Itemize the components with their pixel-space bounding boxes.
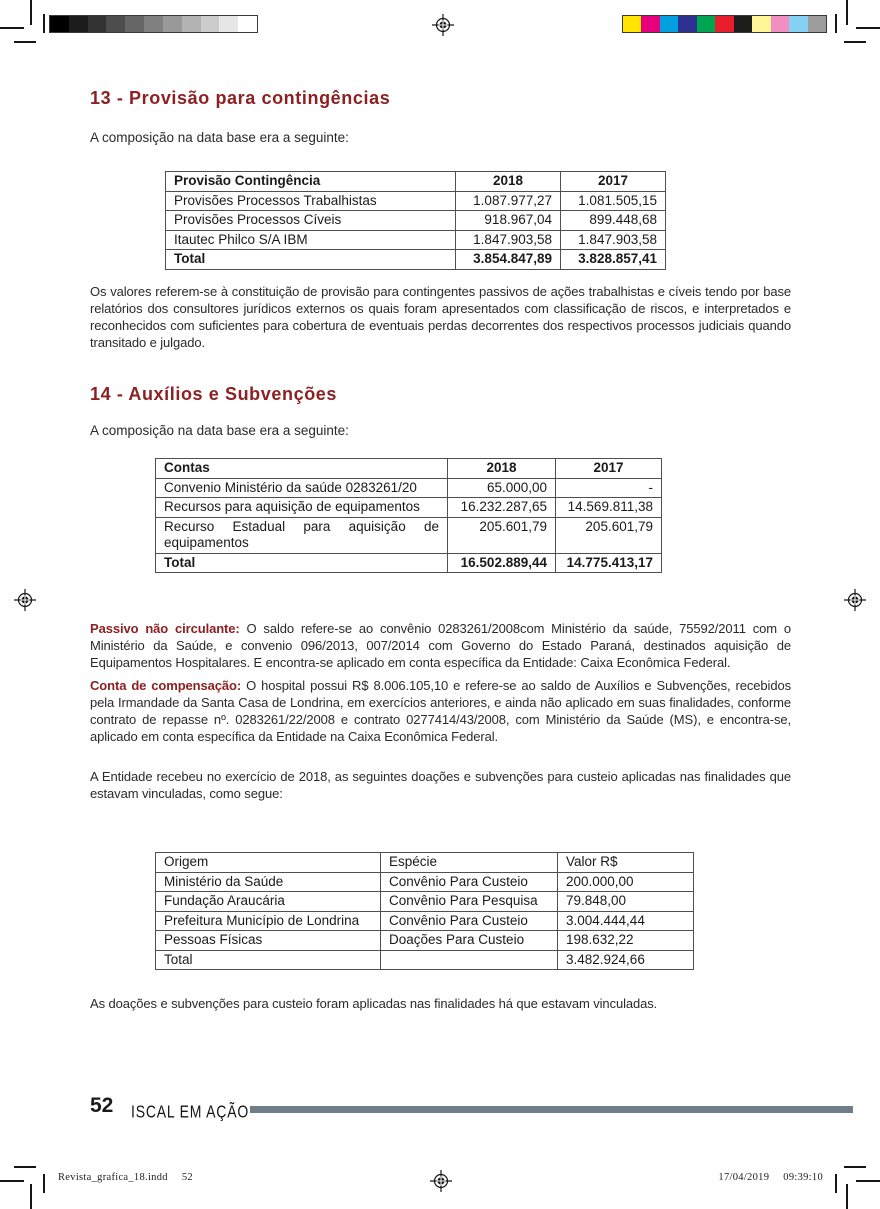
table-header-cell: 2017 <box>561 172 666 192</box>
crop-mark <box>844 41 866 43</box>
table-cell: 3.828.857,41 <box>561 250 666 270</box>
table-header-row <box>156 853 694 873</box>
section-13-intro: A composição na data base era a seguinte: <box>90 130 349 145</box>
table-cell: 205.601,79 <box>448 517 556 553</box>
section-13-title: 13 - Provisão para contingências <box>90 88 391 108</box>
grayscale-swatch <box>88 16 107 32</box>
crop-mark <box>14 41 36 43</box>
table-cell: 200.000,00 <box>558 872 694 892</box>
conta-compensacao-lead: Conta de compensação: <box>90 678 242 693</box>
table-cell: 1.847.903,58 <box>561 230 666 250</box>
table-cell: Provisões Processos Trabalhistas <box>166 191 456 211</box>
provisao-contingencia-table <box>165 171 666 270</box>
table-cell: 16.232.287,65 <box>448 498 556 518</box>
table-header-cell: 2017 <box>556 459 662 479</box>
color-calibration-bar <box>622 15 827 33</box>
table-total-row <box>156 553 662 573</box>
color-swatch <box>771 16 789 32</box>
table-row <box>156 498 662 518</box>
table-cell <box>381 950 558 970</box>
table-cell: Convênio Para Custeio <box>381 872 558 892</box>
table-row <box>156 478 662 498</box>
table-row <box>156 892 694 912</box>
section-14-intro: A composição na data base era a seguinte: <box>90 423 349 438</box>
table-cell: 65.000,00 <box>448 478 556 498</box>
table-row <box>166 211 666 231</box>
grayscale-swatch <box>238 16 257 32</box>
footer-rule-bar <box>250 1106 853 1113</box>
table-cell: Total <box>156 950 381 970</box>
color-swatch <box>660 16 678 32</box>
grayscale-swatch <box>106 16 125 32</box>
table-row <box>156 517 662 553</box>
table-cell: 1.081.505,15 <box>561 191 666 211</box>
conta-compensacao-text: O hospital possui R$ 8.006.105,10 e refere-se ao saldo de Auxílios e Subvenções, recebidos pela Irmandade da Santa Casa de Londrina, em exercícios anteriores, e ainda não aplicado em suas finalidades, conforme contrato de repasse nº. 0283261/22/2008 e contrato 0277414/43/2008, com Ministério da Saúde (MS), e encontra-se, aplicado em conta específica da Entidade na Caixa Econômica Federal. <box>90 678 792 744</box>
table-row <box>166 230 666 250</box>
table-cell: Total <box>156 553 448 573</box>
color-swatch <box>715 16 733 32</box>
table-total-row <box>156 950 694 970</box>
table-cell: 3.004.444,44 <box>558 911 694 931</box>
imprint-right <box>718 1172 823 1183</box>
registration-mark-icon <box>430 1170 452 1192</box>
section-14-title: 14 - Auxílios e Subvenções <box>90 384 338 404</box>
crop-mark <box>856 27 880 29</box>
imprint-left <box>58 1172 193 1183</box>
table-cell: Convênio Para Custeio <box>381 911 558 931</box>
table-header-cell: 2018 <box>448 459 556 479</box>
table-cell: Total <box>166 250 456 270</box>
table-cell: Fundação Araucária <box>156 892 381 912</box>
color-swatch <box>697 16 715 32</box>
crop-mark <box>43 14 45 33</box>
grayscale-swatch <box>163 16 182 32</box>
table-header-row <box>156 459 662 479</box>
table-header-row <box>166 172 666 192</box>
table-total-row <box>166 250 666 270</box>
crop-mark <box>844 1166 866 1168</box>
table-cell: Ministério da Saúde <box>156 872 381 892</box>
table-row <box>156 911 694 931</box>
passivo-lead: Passivo não circulante: <box>90 621 240 636</box>
grayscale-calibration-bar <box>49 15 258 33</box>
contas-table <box>155 458 662 573</box>
table-header-cell: Origem <box>156 853 381 873</box>
table-cell: Recurso Estadual para aquisição de equipamentos <box>156 517 448 553</box>
table-row <box>156 931 694 951</box>
color-swatch <box>734 16 752 32</box>
table-cell: 3.482.924,66 <box>558 950 694 970</box>
table-cell: Itautec Philco S/A IBM <box>166 230 456 250</box>
table-cell: 1.847.903,58 <box>456 230 561 250</box>
color-swatch <box>789 16 807 32</box>
page-number: 52 <box>90 1094 114 1117</box>
doacoes-table <box>155 852 694 970</box>
color-swatch <box>678 16 696 32</box>
table-header-cell: Espécie <box>381 853 558 873</box>
crop-mark <box>835 1174 837 1193</box>
registration-mark-icon <box>432 14 454 36</box>
closing-paragraph: As doações e subvenções para custeio foram aplicadas nas finalidades há que estavam vinculadas. <box>90 996 658 1011</box>
registration-mark-icon <box>14 589 36 611</box>
table-cell: 14.569.811,38 <box>556 498 662 518</box>
passivo-paragraph <box>90 620 791 671</box>
color-swatch <box>808 16 826 32</box>
crop-mark <box>14 1166 36 1168</box>
grayscale-swatch <box>50 16 69 32</box>
grayscale-swatch <box>182 16 201 32</box>
table-header-cell: Valor R$ <box>558 853 694 873</box>
crop-mark <box>0 1180 24 1182</box>
grayscale-swatch <box>125 16 144 32</box>
table-header-cell: 2018 <box>456 172 561 192</box>
crop-mark <box>856 1180 880 1182</box>
registration-mark-icon <box>844 589 866 611</box>
crop-mark <box>43 1174 45 1193</box>
table-cell: Recursos para aquisição de equipamentos <box>156 498 448 518</box>
table-cell: Prefeitura Município de Londrina <box>156 911 381 931</box>
magazine-logo: ISCAL EM AÇÃO <box>131 1101 250 1121</box>
grayscale-swatch <box>219 16 238 32</box>
crop-mark <box>846 1184 848 1209</box>
table-cell: Provisões Processos Cíveis <box>166 211 456 231</box>
imprint-time: 09:39:10 <box>783 1172 823 1183</box>
table-header-cell: Contas <box>156 459 448 479</box>
table-cell: Convênio Para Pesquisa <box>381 892 558 912</box>
table-row <box>166 191 666 211</box>
color-swatch <box>623 16 641 32</box>
table-row <box>156 872 694 892</box>
crop-mark <box>0 27 24 29</box>
imprint-page: 52 <box>181 1172 193 1183</box>
imprint-filename: Revista_grafica_18.indd <box>58 1172 168 1183</box>
table-cell: 205.601,79 <box>556 517 662 553</box>
section-13-paragraph: Os valores referem-se à constituição de provisão para contingentes passivos de ações trabalhistas e cíveis tendo por base relatórios dos consultores jurídicos externos os quais foram apresentados com classificação de riscos, e interpretados e reconhecidos com suficientes para cobertura de eventuais perdas decorrentes dos respectivos processos judiciais quando transitado e julgado. <box>90 284 791 350</box>
table-cell: Convenio Ministério da saúde 0283261/20 <box>156 478 448 498</box>
table-cell: 198.632,22 <box>558 931 694 951</box>
table-cell: - <box>556 478 662 498</box>
passivo-text: O saldo refere-se ao convênio 0283261/2008com Ministério da saúde, 75592/2011 com o Ministério da Saúde, e convenio 096/2013, 007/2014 com Governo do Estado Paraná, destinados aquisição de Equipamentos Hospitalares. E encontra-se aplicado em conta específica da Entidade: Caixa Econômica Federal. <box>90 621 791 670</box>
crop-mark <box>835 14 837 33</box>
color-swatch <box>641 16 659 32</box>
grayscale-swatch <box>201 16 220 32</box>
grayscale-swatch <box>144 16 163 32</box>
crop-mark <box>30 0 32 25</box>
table-header-cell: Provisão Contingência <box>166 172 456 192</box>
imprint-date: 17/04/2019 <box>718 1172 770 1183</box>
grayscale-swatch <box>69 16 88 32</box>
table-cell: Pessoas Físicas <box>156 931 381 951</box>
table-cell: 3.854.847,89 <box>456 250 561 270</box>
color-swatch <box>752 16 770 32</box>
entidade-paragraph: A Entidade recebeu no exercício de 2018, as seguintes doações e subvenções para custeio aplicadas nas finalidades que estavam vinculadas, como segue: <box>90 769 791 801</box>
crop-mark <box>846 0 848 25</box>
conta-compensacao-paragraph <box>90 677 791 745</box>
table-cell: 918.967,04 <box>456 211 561 231</box>
table-cell: 1.087.977,27 <box>456 191 561 211</box>
table-cell: 79.848,00 <box>558 892 694 912</box>
table-cell: 14.775.413,17 <box>556 553 662 573</box>
table-cell: 899.448,68 <box>561 211 666 231</box>
crop-mark <box>30 1184 32 1209</box>
table-cell: 16.502.889,44 <box>448 553 556 573</box>
table-cell: Doações Para Custeio <box>381 931 558 951</box>
